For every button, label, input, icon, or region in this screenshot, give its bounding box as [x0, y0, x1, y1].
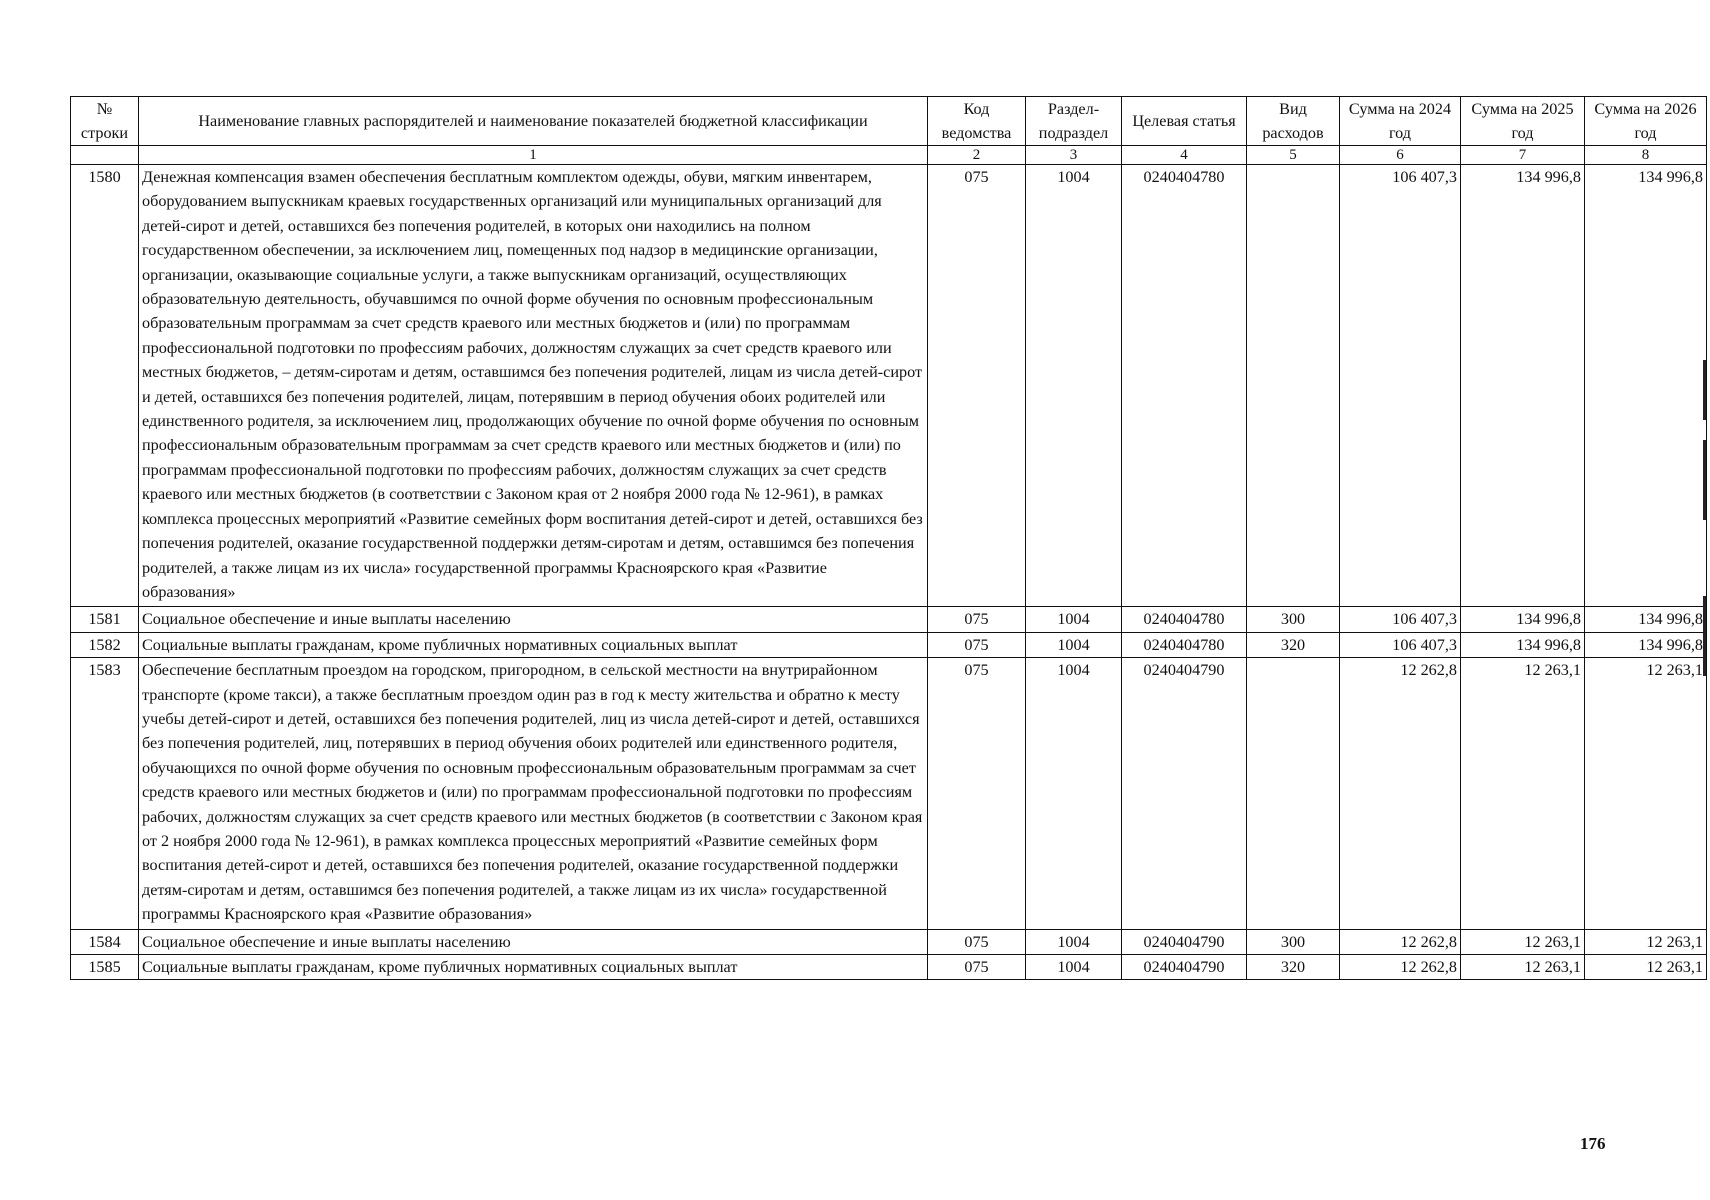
header-row-number: № строки	[71, 97, 139, 146]
column-number-row	[71, 146, 1707, 165]
column-number: 3	[1026, 146, 1122, 165]
row-name: Социальные выплаты гражданам, кроме публичных нормативных социальных выплат	[139, 632, 928, 657]
column-number: 1	[139, 146, 928, 165]
row-name: Социальные выплаты гражданам, кроме публичных нормативных социальных выплат	[139, 955, 928, 980]
row-sum-2024: 106 407,3	[1340, 607, 1461, 632]
row-sum-2024: 106 407,3	[1340, 165, 1461, 607]
scan-margin-mark	[1703, 360, 1706, 420]
row-target-article: 0240404780	[1122, 632, 1247, 657]
row-expense-type	[1247, 658, 1340, 929]
column-number	[71, 146, 139, 165]
row-sum-2025: 12 263,1	[1461, 929, 1585, 954]
row-number: 1580	[71, 165, 139, 607]
page-number: 176	[1580, 1134, 1606, 1153]
row-name: Денежная компенсация взамен обеспечения бесплатным комплектом одежды, обуви, мягким инвентарем, оборудованием выпускникам краевых государственных организаций или муниципальных организаций для детей-сирот и детей, оставшихся без попечения родителей, в которых они находились на полном государственном обеспечении, за исключением лиц, помещенных под надзор в медицинские организации, организации, оказывающие социальные услуги, а также выпускникам организаций, осуществляющих образовательную деятельность, обучавшимся по очной форме обучения по основным профессиональным образовательным программам за счет средств краевого или местных бюджетов и (или) по программам профессиональной подготовки по профессиям рабочих, должностям служащих за счет средств краевого или местных бюджетов, – детям-сиротам и детям, оставшимся без попечения родителей, лицам из числа детей-сирот и детей, оставшихся без попечения родителей, лицам, потерявшим в период обучения обоих родителей или единственного родителя, за исключением лиц, продолжающих обучение по очной форме обучения по основным профессиональным образовательным программам за счет средств краевого или местных бюджетов и (или) по программам профессиональной подготовки по профессиям рабочих, должностям служащих за счет средств краевого или местных бюджетов (в соответствии с Законом края от 2 ноября 2000 года № 12-961), в рамках комплекса процессных мероприятий «Развитие семейных форм воспитания детей-сирот и детей, оставшихся без попечения родителей, оказание государственной поддержки детям-сиротам и детям, оставшимся без попечения родителей, а также лицам из их числа» государственной программы Красноярского края «Развитие образования»	[139, 165, 928, 607]
row-number: 1583	[71, 658, 139, 929]
column-number: 6	[1340, 146, 1461, 165]
row-section: 1004	[1026, 632, 1122, 657]
row-expense-type	[1247, 165, 1340, 607]
row-dept-code: 075	[928, 165, 1026, 607]
row-number: 1581	[71, 607, 139, 632]
header-sum-2024: Сумма на 2024 год	[1340, 97, 1461, 146]
row-sum-2024: 12 262,8	[1340, 955, 1461, 980]
row-number: 1584	[71, 929, 139, 954]
row-expense-type: 320	[1247, 955, 1340, 980]
row-target-article: 0240404780	[1122, 607, 1247, 632]
column-number: 7	[1461, 146, 1585, 165]
row-sum-2024: 12 262,8	[1340, 929, 1461, 954]
row-section: 1004	[1026, 165, 1122, 607]
row-sum-2026: 12 263,1	[1585, 955, 1707, 980]
row-name: Социальное обеспечение и иные выплаты населению	[139, 929, 928, 954]
header-target-article: Целевая статья	[1122, 97, 1247, 146]
row-number: 1585	[71, 955, 139, 980]
row-target-article: 0240404780	[1122, 165, 1247, 607]
budget-table	[70, 96, 1707, 980]
scan-margin-mark	[1703, 440, 1706, 520]
row-dept-code: 075	[928, 607, 1026, 632]
row-sum-2025: 12 263,1	[1461, 658, 1585, 929]
row-expense-type: 300	[1247, 607, 1340, 632]
table-row	[71, 955, 1707, 980]
column-number: 8	[1585, 146, 1707, 165]
row-sum-2024: 106 407,3	[1340, 632, 1461, 657]
row-sum-2025: 134 996,8	[1461, 607, 1585, 632]
row-sum-2026: 134 996,8	[1585, 632, 1707, 657]
row-section: 1004	[1026, 929, 1122, 954]
row-sum-2026: 134 996,8	[1585, 165, 1707, 607]
column-number: 5	[1247, 146, 1340, 165]
header-name: Наименование главных распорядителей и наименование показателей бюджетной классификации	[139, 97, 928, 146]
row-sum-2025: 134 996,8	[1461, 165, 1585, 607]
row-target-article: 0240404790	[1122, 955, 1247, 980]
row-sum-2025: 12 263,1	[1461, 955, 1585, 980]
table-row	[71, 929, 1707, 954]
row-expense-type: 300	[1247, 929, 1340, 954]
table-row	[71, 165, 1707, 607]
header-sum-2026: Сумма на 2026 год	[1585, 97, 1707, 146]
row-dept-code: 075	[928, 929, 1026, 954]
table-row	[71, 607, 1707, 632]
header-sum-2025: Сумма на 2025 год	[1461, 97, 1585, 146]
row-dept-code: 075	[928, 658, 1026, 929]
row-expense-type: 320	[1247, 632, 1340, 657]
row-section: 1004	[1026, 607, 1122, 632]
row-dept-code: 075	[928, 632, 1026, 657]
scan-margin-mark	[1703, 596, 1706, 676]
table-header-row	[71, 97, 1707, 146]
row-name: Социальное обеспечение и иные выплаты населению	[139, 607, 928, 632]
row-name: Обеспечение бесплатным проездом на городском, пригородном, в сельской местности на внутрирайонном транспорте (кроме такси), а также бесплатным проездом один раз в год к месту жительства и обратно к месту учебы детей-сирот и детей, оставшихся без попечения родителей, лиц из числа детей-сирот и детей, оставшихся без попечения родителей, лиц, потерявших в период обучения обоих родителей или единственного родителя, обучающихся по очной форме обучения по основным профессиональным образовательным программам за счет средств краевого или местных бюджетов и (или) по программам профессиональной подготовки по профессиям рабочих, должностям служащих за счет средств краевого или местных бюджетов (в соответствии с Законом края от 2 ноября 2000 года № 12-961), в рамках комплекса процессных мероприятий «Развитие семейных форм воспитания детей-сирот и детей, оставшихся без попечения родителей, оказание государственной поддержки детям-сиротам и детям, оставшимся без попечения родителей, а также лицам из их числа» государственной программы Красноярского края «Развитие образования»	[139, 658, 928, 929]
table-row	[71, 658, 1707, 929]
budget-document	[70, 96, 1703, 980]
row-target-article: 0240404790	[1122, 929, 1247, 954]
row-section: 1004	[1026, 955, 1122, 980]
row-sum-2026: 12 263,1	[1585, 929, 1707, 954]
column-number: 4	[1122, 146, 1247, 165]
header-expense-type: Вид расходов	[1247, 97, 1340, 146]
table-row	[71, 632, 1707, 657]
row-sum-2025: 134 996,8	[1461, 632, 1585, 657]
row-sum-2026: 12 263,1	[1585, 658, 1707, 929]
header-section: Раздел-подраздел	[1026, 97, 1122, 146]
row-target-article: 0240404790	[1122, 658, 1247, 929]
row-dept-code: 075	[928, 955, 1026, 980]
row-sum-2024: 12 262,8	[1340, 658, 1461, 929]
row-section: 1004	[1026, 658, 1122, 929]
row-sum-2026: 134 996,8	[1585, 607, 1707, 632]
column-number: 2	[928, 146, 1026, 165]
row-number: 1582	[71, 632, 139, 657]
header-dept-code: Код ведомства	[928, 97, 1026, 146]
